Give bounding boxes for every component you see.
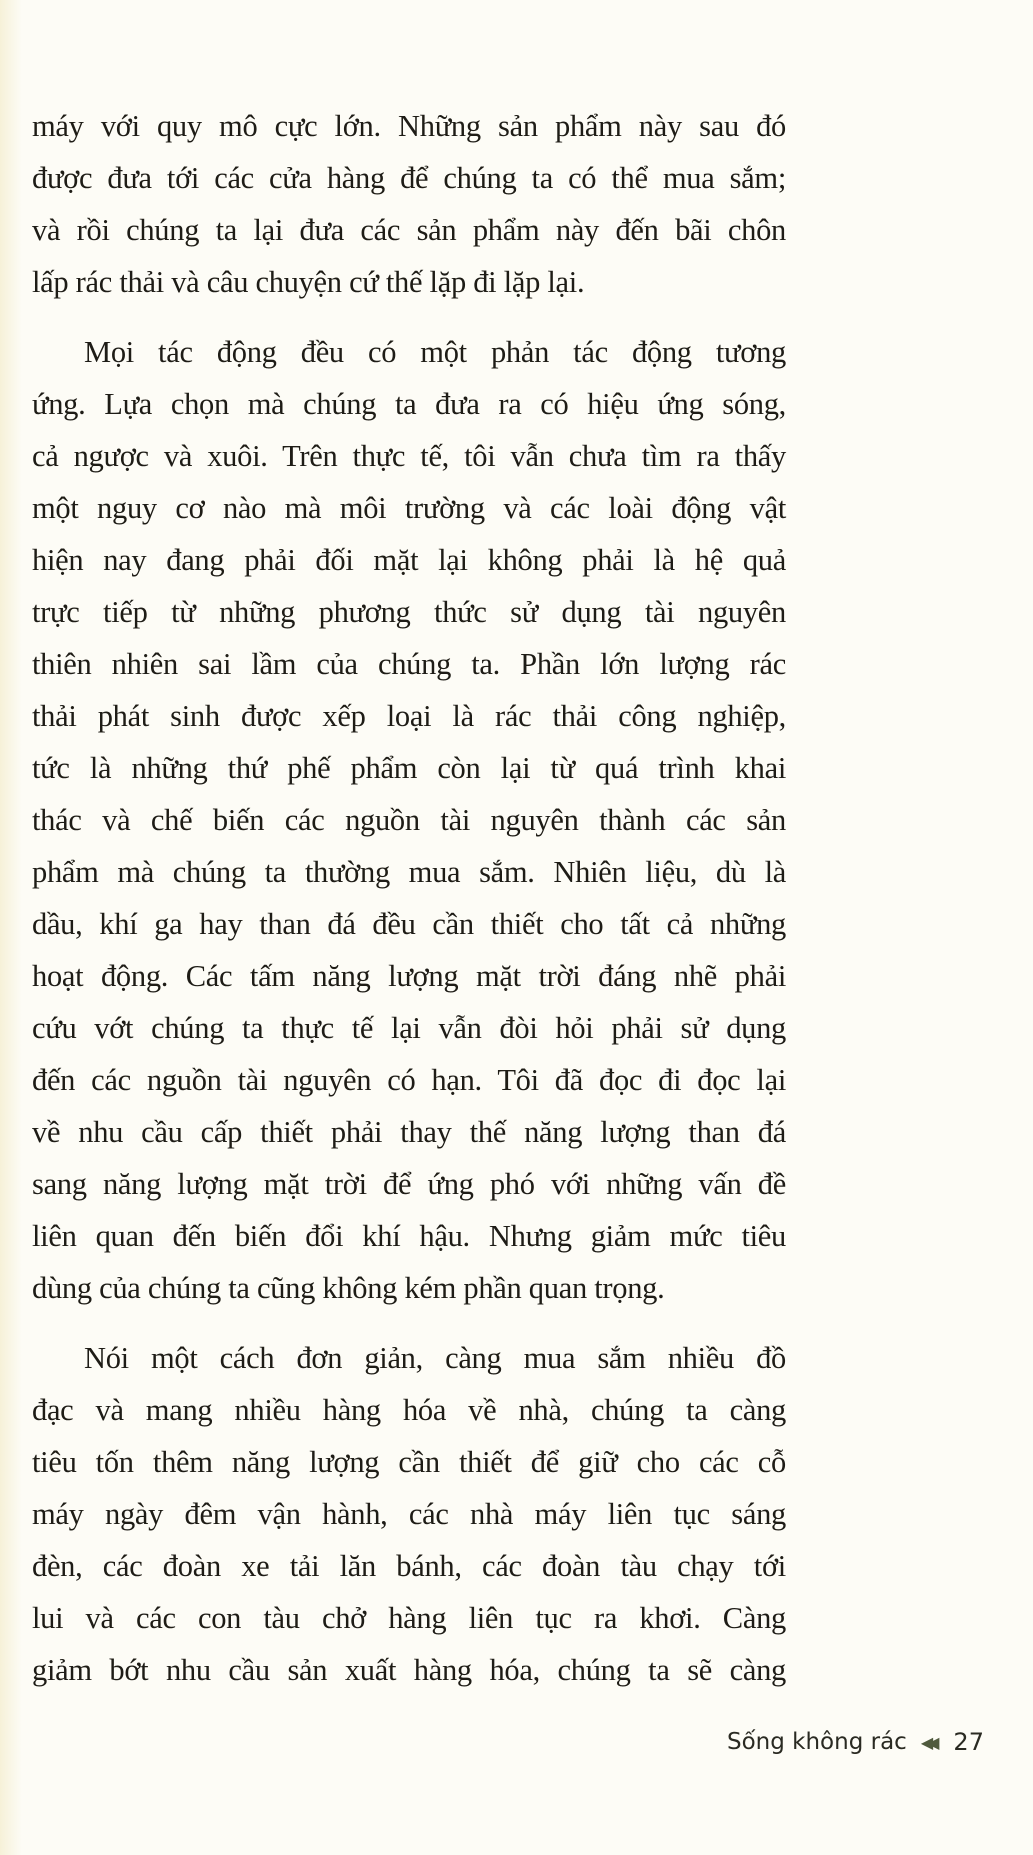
text-line: lấp rác thải và câu chuyện cứ thế lặp đi lặp lại.: [32, 265, 585, 299]
text-line: dùng của chúng ta cũng không kém phần quan trọng.: [32, 1271, 665, 1305]
text-line: cứu vớt chúng ta thực tế lại vẫn đòi hỏi phải sử dụng: [32, 1011, 786, 1045]
text-line: được đưa tới các cửa hàng để chúng ta có thể mua sắm;: [32, 161, 786, 195]
text-line: sang năng lượng mặt trời để ứng phó với những vấn đề: [32, 1167, 786, 1201]
text-line: và rồi chúng ta lại đưa các sản phẩm này đến bãi chôn: [32, 213, 786, 247]
text-line: về nhu cầu cấp thiết phải thay thế năng lượng than đá: [32, 1115, 786, 1149]
text-line: ứng. Lựa chọn mà chúng ta đưa ra có hiệu ứng sóng,: [32, 387, 786, 421]
body-text: [32, 100, 786, 1714]
text-line: máy ngày đêm vận hành, các nhà máy liên tục sáng: [32, 1497, 786, 1531]
double-left-arrow-icon: ◀◀: [920, 1732, 934, 1752]
text-line: liên quan đến biến đổi khí hậu. Nhưng giảm mức tiêu: [32, 1219, 786, 1253]
page-footer: [727, 1728, 984, 1756]
text-line: Nói một cách đơn giản, càng mua sắm nhiều đồ: [84, 1341, 786, 1375]
text-line: tiêu tốn thêm năng lượng cần thiết để giữ cho các cỗ: [32, 1445, 786, 1479]
text-line: thác và chế biến các nguồn tài nguyên thành các sản: [32, 803, 786, 837]
text-line: thải phát sinh được xếp loại là rác thải công nghiệp,: [32, 699, 786, 733]
text-line: đạc và mang nhiều hàng hóa về nhà, chúng ta càng: [32, 1393, 786, 1427]
text-line: tức là những thứ phế phẩm còn lại từ quá trình khai: [32, 751, 786, 785]
text-line: Mọi tác động đều có một phản tác động tương: [84, 335, 786, 369]
paragraph-1: [32, 100, 786, 308]
text-line: lui và các con tàu chở hàng liên tục ra khơi. Càng: [32, 1601, 786, 1635]
text-line: máy với quy mô cực lớn. Những sản phẩm này sau đó: [32, 109, 786, 143]
paragraph-2: [32, 326, 786, 1314]
text-line: đèn, các đoàn xe tải lăn bánh, các đoàn tàu chạy tới: [32, 1549, 786, 1583]
text-line: phẩm mà chúng ta thường mua sắm. Nhiên liệu, dù là: [32, 855, 786, 889]
text-line: một nguy cơ nào mà môi trường và các loài động vật: [32, 491, 786, 525]
page-edge-shadow: [0, 0, 22, 1855]
paragraph-3: [32, 1332, 786, 1696]
text-line: hiện nay đang phải đối mặt lại không phải là hệ quả: [32, 543, 786, 577]
text-line: cả ngược và xuôi. Trên thực tế, tôi vẫn chưa tìm ra thấy: [32, 439, 786, 473]
text-line: thiên nhiên sai lầm của chúng ta. Phần lớn lượng rác: [32, 647, 786, 681]
text-line: hoạt động. Các tấm năng lượng mặt trời đáng nhẽ phải: [32, 959, 786, 993]
text-line: đến các nguồn tài nguyên có hạn. Tôi đã đọc đi đọc lại: [32, 1063, 786, 1097]
text-line: dầu, khí ga hay than đá đều cần thiết cho tất cả những: [32, 907, 786, 941]
book-title: Sống không rác: [727, 1729, 907, 1755]
text-line: giảm bớt nhu cầu sản xuất hàng hóa, chúng ta sẽ càng: [32, 1653, 786, 1687]
page-number: 27: [953, 1728, 984, 1756]
text-line: trực tiếp từ những phương thức sử dụng tài nguyên: [32, 595, 786, 629]
